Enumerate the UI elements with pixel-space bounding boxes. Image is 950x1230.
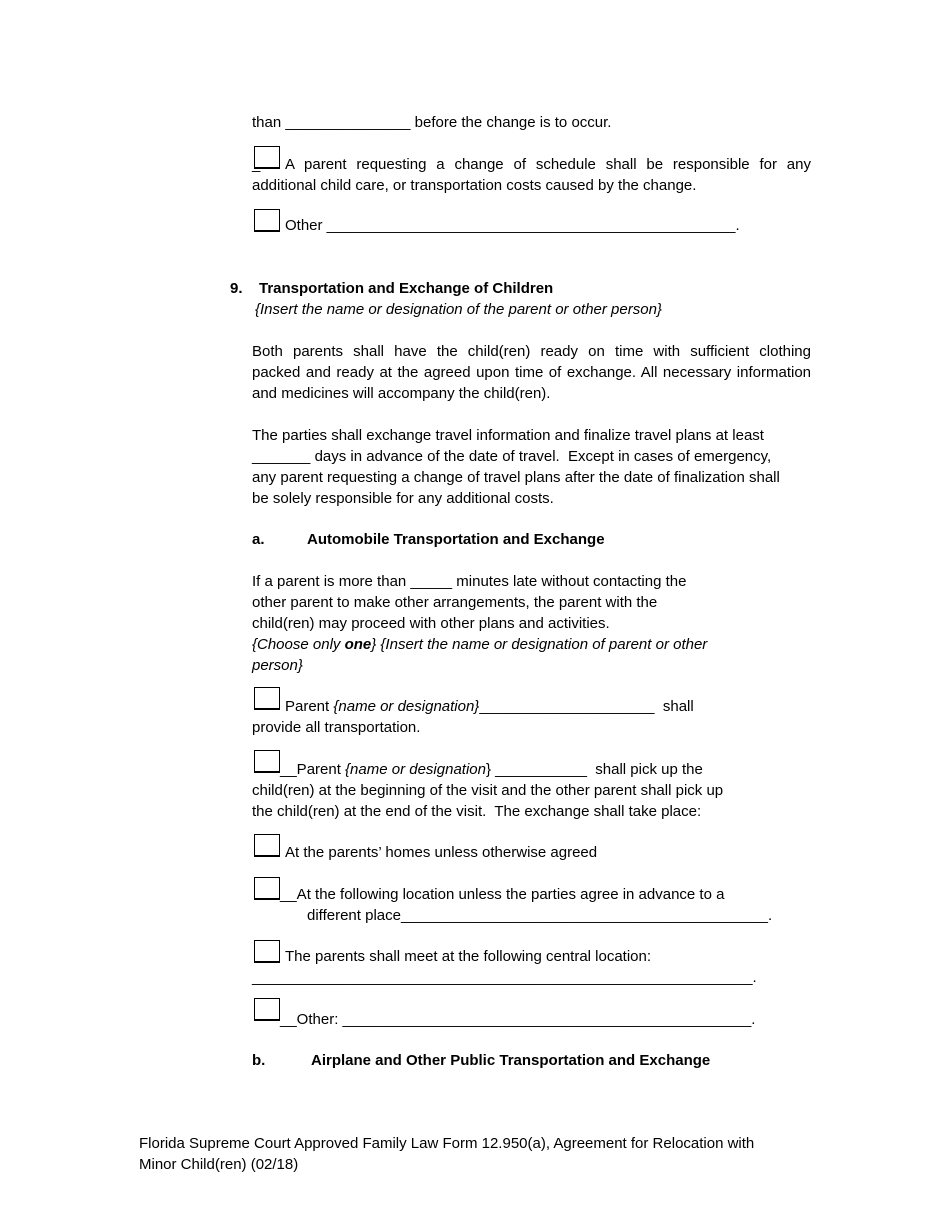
footer-line-1: Florida Supreme Court Approved Family Law Form 12.950(a), Agreement for Relocation with bbox=[139, 1135, 755, 1152]
late-line-1: If a parent is more than _____ minutes late without contacting the bbox=[252, 573, 687, 590]
para1-line-3: and medicines will accompany the child(ren). bbox=[252, 385, 551, 402]
footer-line-2: Minor Child(ren) (02/18) bbox=[139, 1156, 299, 1173]
exchange-central-line-2: ____________________________________________________________. bbox=[252, 969, 757, 986]
sub-a-title: Automobile Transportation and Exchange bbox=[307, 531, 605, 548]
option1-pre: Parent bbox=[285, 698, 334, 715]
checkbox-homes[interactable] bbox=[254, 834, 280, 857]
checkbox-central[interactable] bbox=[254, 940, 280, 963]
late-line-3: child(ren) may proceed with other plans and activities. bbox=[252, 615, 610, 632]
other-top-line: Other _________________________________________________. bbox=[285, 217, 740, 234]
before-change-line: than _______________ before the change is to occur. bbox=[252, 114, 612, 131]
option2-italic: {name or designation bbox=[345, 761, 486, 778]
para2-line-4: be solely responsible for any additional costs. bbox=[252, 490, 554, 507]
choose-bold: one bbox=[344, 636, 372, 653]
exchange-homes: At the parents’ homes unless otherwise agreed bbox=[285, 844, 598, 861]
choose-post: } {Insert the name or designation of parent or other bbox=[371, 636, 708, 653]
late-line-2: other parent to make other arrangements, the parent with the bbox=[252, 594, 658, 611]
responsible-line-2: additional child care, or transportation costs caused by the change. bbox=[252, 177, 697, 194]
checkbox-other-top[interactable] bbox=[254, 209, 280, 232]
choose-pre: {Choose only bbox=[252, 636, 345, 653]
choose-line-1 bbox=[252, 634, 707, 655]
sub-b-title: Airplane and Other Public Transportation and Exchange bbox=[311, 1052, 711, 1069]
para2-line-2: _______ days in advance of the date of travel. Except in cases of emergency, bbox=[252, 448, 772, 465]
option1-post: _____________________ shall bbox=[479, 698, 694, 715]
option2-line-2: child(ren) at the beginning of the visit and the other parent shall pick up bbox=[252, 782, 724, 799]
exchange-central-line-1: The parents shall meet at the following central location: bbox=[285, 948, 652, 965]
checkbox-parent-all[interactable] bbox=[254, 687, 280, 710]
exchange-location-line-2: different place____________________________________________. bbox=[307, 907, 773, 924]
para1-line-1: Both parents shall have the child(ren) ready on time with sufficient clothing bbox=[252, 343, 811, 360]
responsible-line-1: A parent requesting a change of schedule shall be responsible for any bbox=[285, 156, 811, 173]
option1-line-2: provide all transportation. bbox=[252, 719, 421, 736]
option1-line-1 bbox=[285, 696, 694, 717]
option2-line-1 bbox=[280, 759, 703, 780]
checkbox-location[interactable] bbox=[254, 877, 280, 900]
checkbox-other-exchange[interactable] bbox=[254, 998, 280, 1021]
option2-post: } ___________ shall pick up the bbox=[485, 761, 703, 778]
para2-line-1: The parties shall exchange travel information and finalize travel plans at least bbox=[252, 427, 764, 444]
section-note: {Insert the name or designation of the parent or other person} bbox=[255, 301, 662, 318]
option2-pre: __Parent bbox=[280, 761, 346, 778]
option1-italic: {name or designation} bbox=[333, 698, 480, 715]
para1-line-2: packed and ready at the agreed upon time of exchange. All necessary information bbox=[252, 364, 811, 381]
checkbox-parent-pickup[interactable] bbox=[254, 750, 280, 773]
sub-b-letter: b. bbox=[252, 1052, 266, 1069]
checkbox-responsible[interactable] bbox=[254, 146, 280, 169]
para2-line-3: any parent requesting a change of travel plans after the date of finalization shall bbox=[252, 469, 780, 486]
choose-line-2: person} bbox=[252, 657, 303, 674]
option2-line-3: the child(ren) at the end of the visit. The exchange shall take place: bbox=[252, 803, 702, 820]
exchange-other: __Other: _________________________________________________. bbox=[280, 1011, 756, 1028]
section-number: 9. bbox=[230, 280, 243, 297]
sub-a-letter: a. bbox=[252, 531, 265, 548]
underscore-mark: _ bbox=[252, 156, 261, 173]
exchange-location-line-1: __At the following location unless the parties agree in advance to a bbox=[280, 886, 725, 903]
section-title: Transportation and Exchange of Children bbox=[259, 280, 554, 297]
